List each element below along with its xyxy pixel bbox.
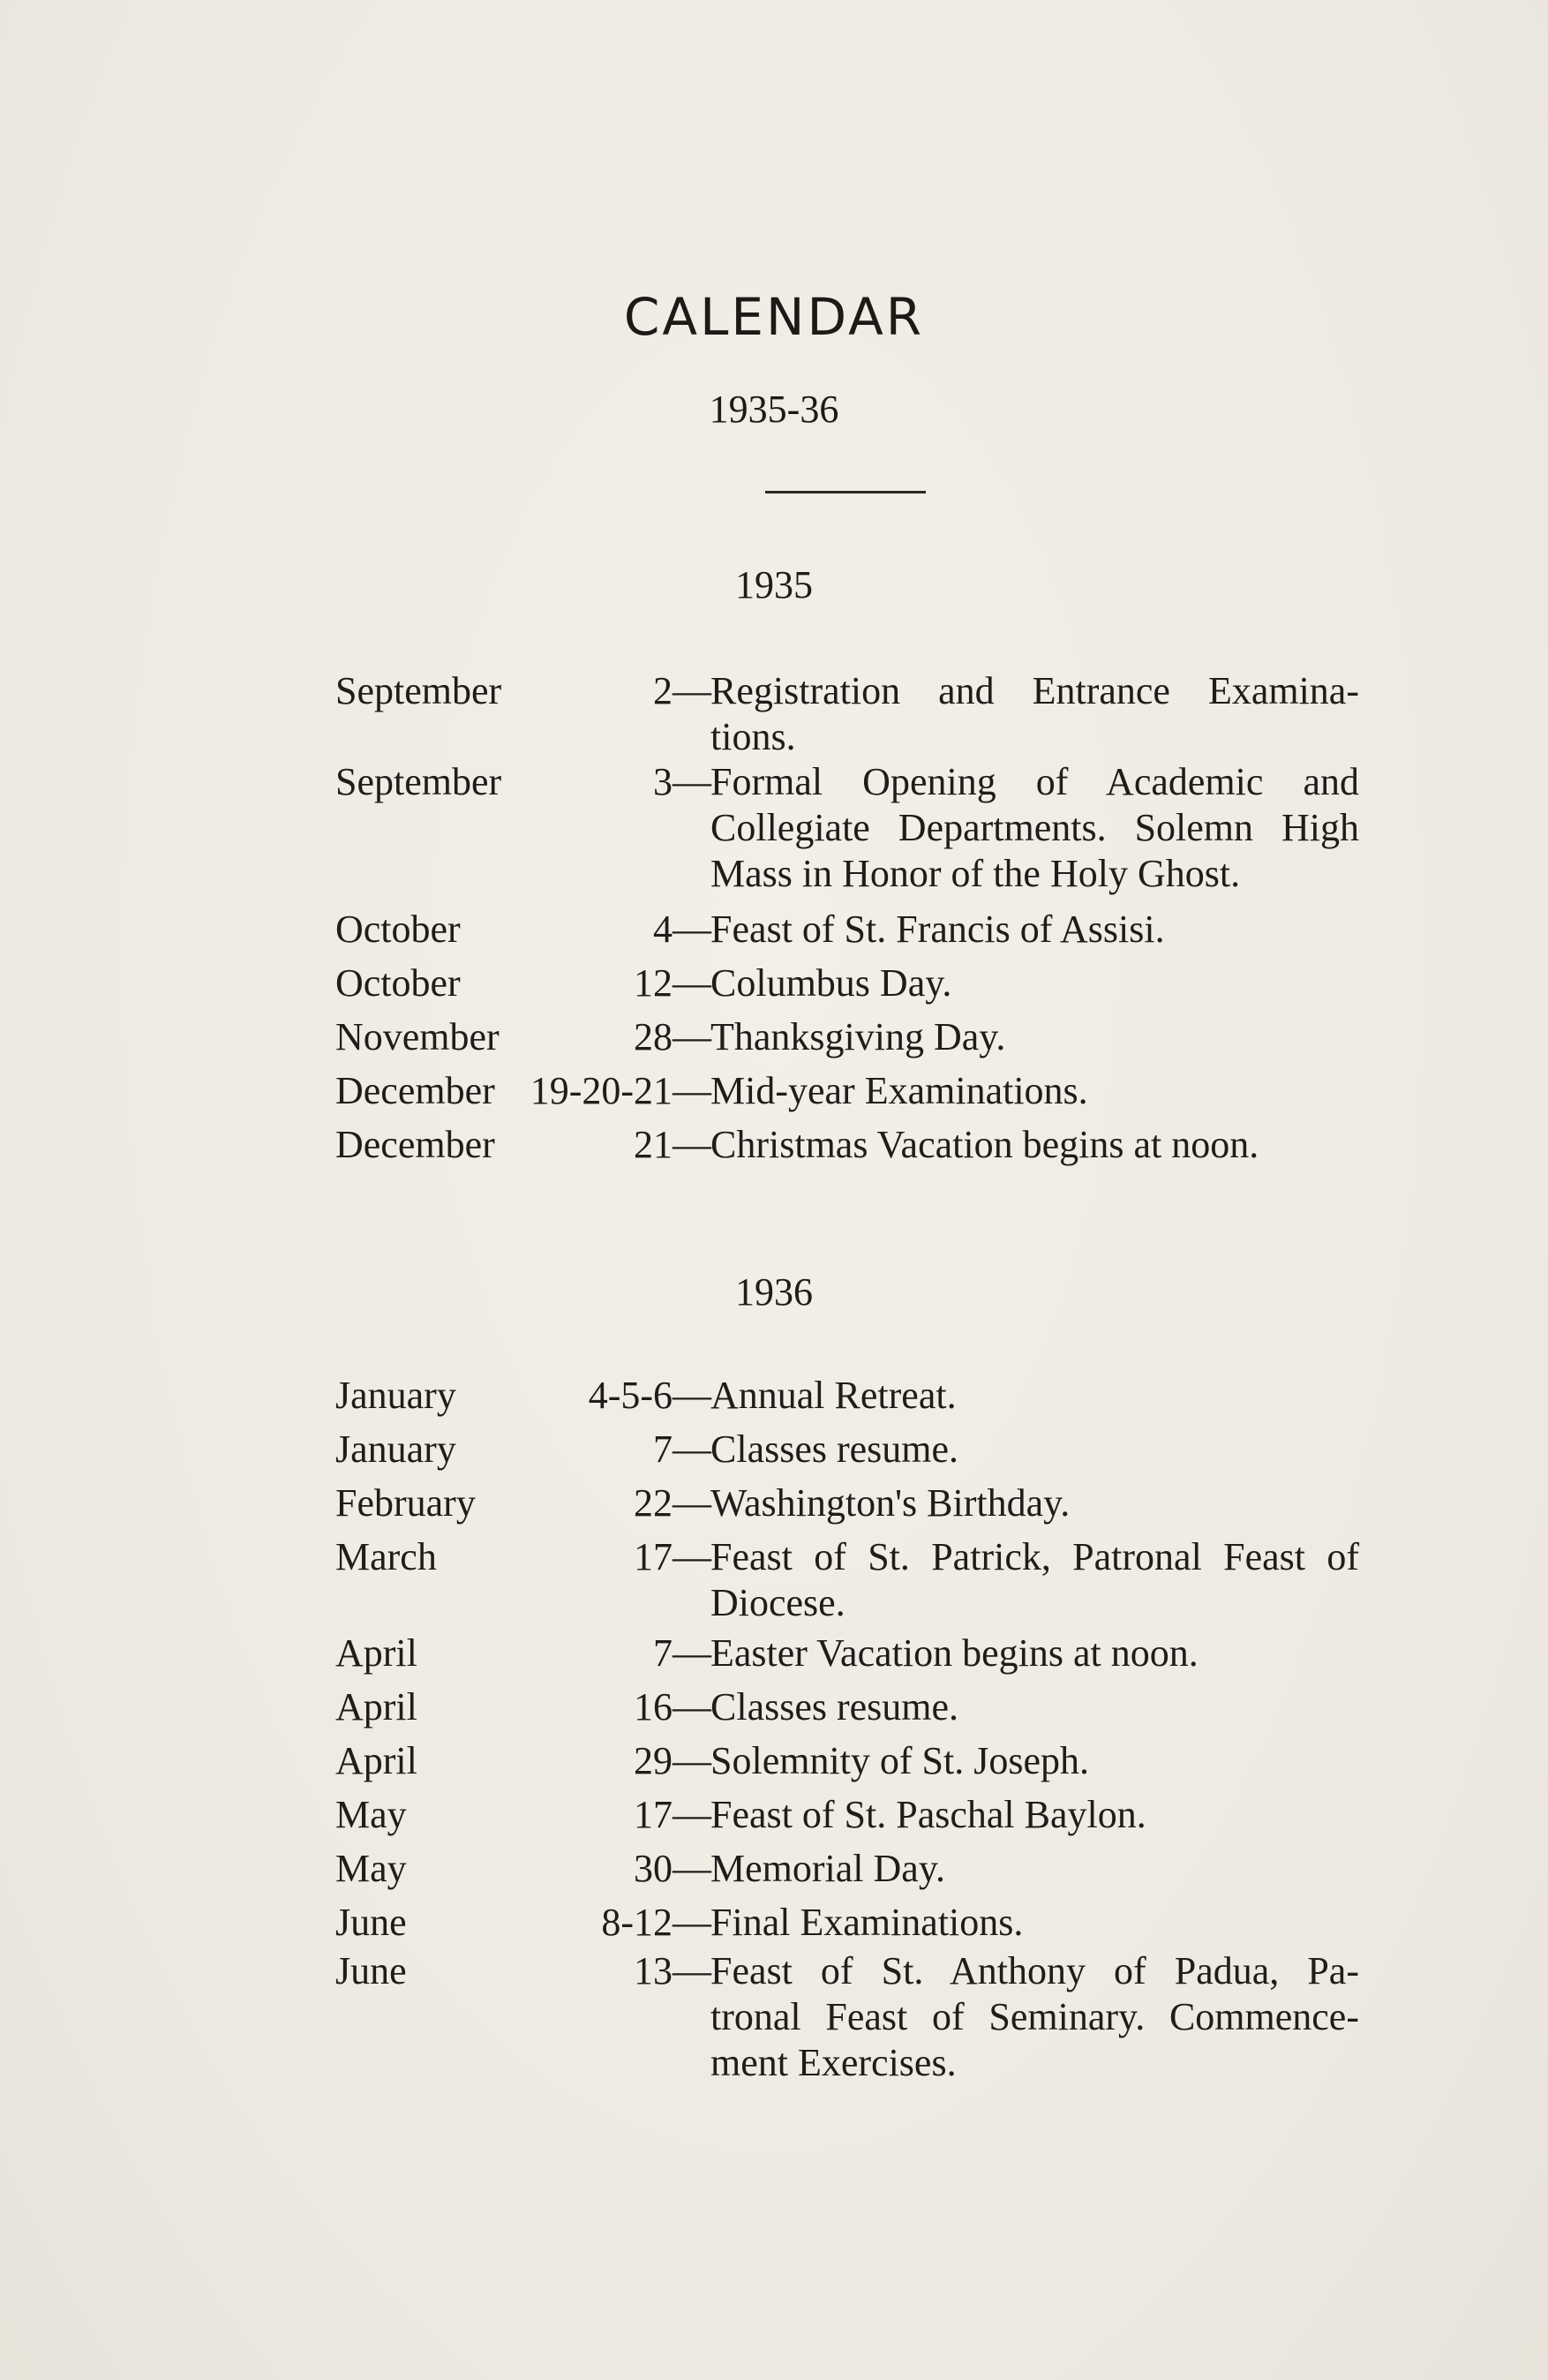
- entry-event: [710, 1738, 1359, 1784]
- entry-day: 30—: [634, 1847, 711, 1890]
- entry-month: March: [335, 1535, 437, 1578]
- academic-year-subtitle: 1935-36: [709, 388, 839, 431]
- entry-day: 17—: [634, 1535, 711, 1578]
- entry-event: [710, 907, 1359, 953]
- entry-event-line: Columbus Day.: [710, 961, 952, 1005]
- entry-day: 16—: [634, 1685, 711, 1729]
- entry-event: [710, 960, 1359, 1006]
- entry-event: [710, 1427, 1359, 1472]
- entry-event-line: tions.: [710, 715, 796, 758]
- entry-event-line: Thanksgiving Day.: [710, 1015, 1006, 1058]
- entry-day: 19-20-21—: [530, 1069, 711, 1112]
- entry-month: April: [335, 1631, 417, 1675]
- entry-event: [710, 1792, 1359, 1838]
- entry-day: 29—: [634, 1739, 711, 1782]
- entry-event: [710, 1534, 1359, 1626]
- entry-event-line: Washington's Birthday.: [710, 1481, 1071, 1525]
- entry-event: [710, 668, 1359, 760]
- entry-month: December: [335, 1123, 495, 1166]
- entry-month: May: [335, 1847, 407, 1890]
- entry-event-line: Feast of St. Paschal Baylon.: [710, 1793, 1146, 1836]
- entry-event-line: Memorial Day.: [710, 1847, 945, 1890]
- entry-event-line: Collegiate Departments. Solemn High: [710, 806, 1359, 849]
- entry-month: April: [335, 1739, 417, 1782]
- entry-day: 22—: [634, 1481, 711, 1525]
- entry-event: [710, 1014, 1359, 1060]
- entry-day: 17—: [634, 1793, 711, 1836]
- entry-event-line: tronal Feast of Seminary. Commence-: [710, 1995, 1359, 2038]
- entry-event: [710, 1948, 1359, 2086]
- entry-month: November: [335, 1015, 500, 1058]
- entry-day: 21—: [634, 1123, 711, 1166]
- entry-day: 4-5-6—: [588, 1374, 711, 1417]
- entry-event: [710, 1631, 1359, 1676]
- entry-event: [710, 1122, 1359, 1168]
- entry-day: 7—: [653, 1631, 711, 1675]
- entry-day: 12—: [634, 961, 711, 1005]
- entry-event-line: Classes resume.: [710, 1685, 959, 1729]
- entry-event: [710, 759, 1359, 897]
- entry-event-line: Mid-year Examinations.: [710, 1069, 1088, 1112]
- entry-month: October: [335, 961, 461, 1005]
- entry-month: June: [335, 1949, 407, 1992]
- entry-event-line: Classes resume.: [710, 1427, 959, 1471]
- entry-event-line: Feast of St. Patrick, Patronal Feast of: [710, 1535, 1359, 1578]
- entry-event: [710, 1068, 1359, 1114]
- entry-event-line: Feast of St. Anthony of Padua, Pa-: [710, 1949, 1359, 1992]
- entry-month: December: [335, 1069, 495, 1112]
- entry-day: 7—: [653, 1427, 711, 1471]
- entry-event: [710, 1900, 1359, 1946]
- entry-month: January: [335, 1374, 456, 1417]
- section-year-1936: 1936: [735, 1270, 813, 1314]
- entry-event: [710, 1480, 1359, 1526]
- entry-event-line: Formal Opening of Academic and: [710, 760, 1359, 803]
- section-year-1935: 1935: [735, 563, 813, 606]
- entry-day: 2—: [653, 669, 711, 712]
- entry-event-line: Solemnity of St. Joseph.: [710, 1739, 1090, 1782]
- entry-event-line: Final Examinations.: [710, 1901, 1024, 1944]
- entry-month: April: [335, 1685, 417, 1729]
- entry-event-line: Annual Retreat.: [710, 1374, 957, 1417]
- entry-event-line: Mass in Honor of the Holy Ghost.: [710, 852, 1241, 895]
- entry-event-line: Christmas Vacation begins at noon.: [710, 1123, 1259, 1166]
- entry-day: 4—: [653, 908, 711, 951]
- page-title: CALENDAR: [623, 287, 925, 347]
- entry-month: September: [335, 669, 502, 712]
- entry-day: 8-12—: [601, 1901, 711, 1944]
- entry-event: [710, 1846, 1359, 1892]
- title-divider: [765, 491, 926, 493]
- entry-day: 13—: [634, 1949, 711, 1992]
- entry-day: 28—: [634, 1015, 711, 1058]
- entry-day: 3—: [653, 760, 711, 803]
- entry-event: [710, 1373, 1359, 1419]
- entry-month: May: [335, 1793, 407, 1836]
- entry-month: January: [335, 1427, 456, 1471]
- entry-month: September: [335, 760, 502, 803]
- entry-event-line: Diocese.: [710, 1581, 845, 1624]
- entry-event-line: Registration and Entrance Examina-: [710, 669, 1359, 712]
- entry-event-line: Easter Vacation begins at noon.: [710, 1631, 1199, 1675]
- entry-event-line: ment Exercises.: [710, 2041, 957, 2084]
- entry-month: October: [335, 908, 461, 951]
- entry-month: February: [335, 1481, 476, 1525]
- entry-event-line: Feast of St. Francis of Assisi.: [710, 908, 1165, 951]
- entry-event: [710, 1684, 1359, 1730]
- entry-month: June: [335, 1901, 407, 1944]
